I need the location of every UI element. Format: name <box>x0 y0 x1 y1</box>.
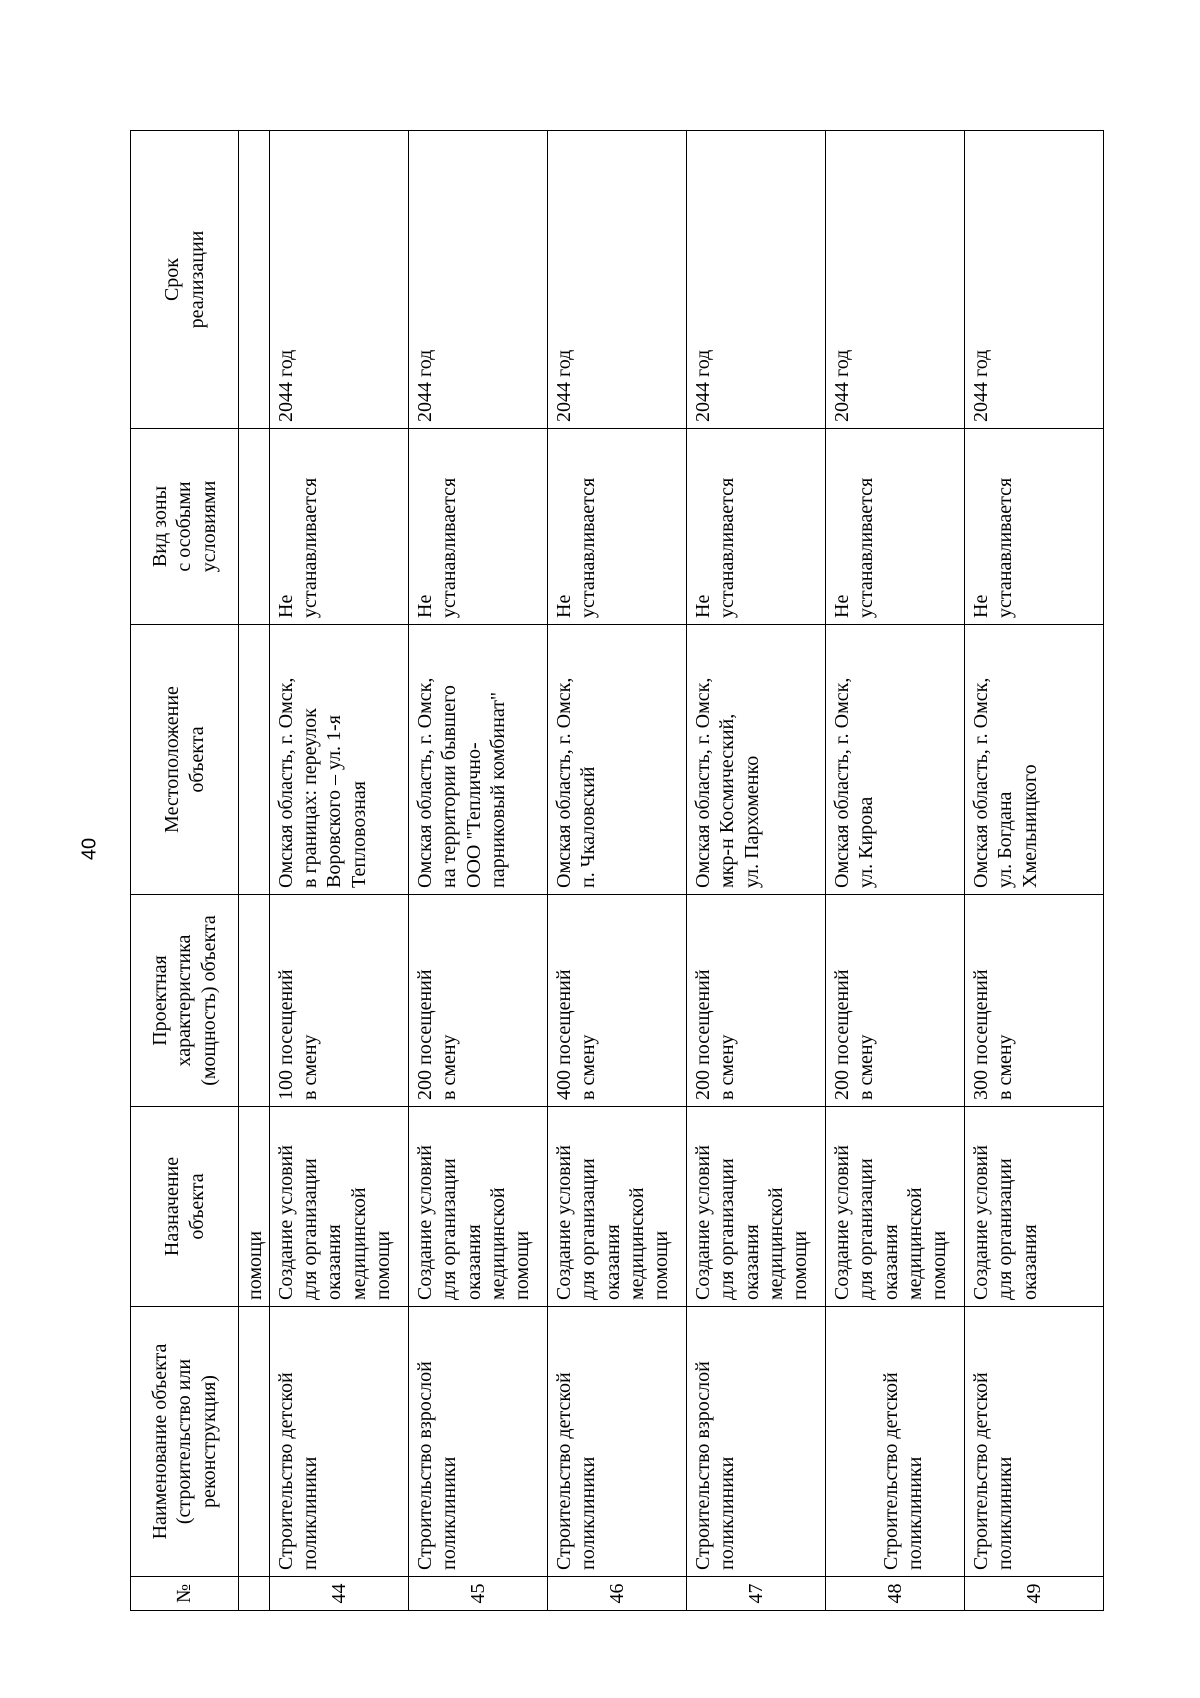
object-table-sheet <box>130 131 1104 1611</box>
objects-table <box>130 130 1104 1611</box>
row-zone: Не устанавливается <box>825 429 964 625</box>
table-cell <box>239 429 270 625</box>
header-name: Наименование объекта (строительство или реконструкция) <box>131 1307 239 1577</box>
row-zone: Не устанавливается <box>547 429 686 625</box>
row-num: 44 <box>269 1577 408 1611</box>
header-capacity: Проектная характеристика (мощность) объекта <box>131 895 239 1107</box>
table-cell <box>239 625 270 895</box>
row-term: 2044 год <box>686 131 825 429</box>
row-name: Строительство детской поликлиники <box>825 1307 964 1577</box>
row-zone: Не устанавливается <box>269 429 408 625</box>
table-cell <box>239 1577 270 1611</box>
header-purpose: Назначение объекта <box>131 1107 239 1307</box>
row-name: Строительство взрослой поликлиники <box>686 1307 825 1577</box>
row-name: Строительство детской поликлиники <box>547 1307 686 1577</box>
row-location: Омская область, г. Омск, в границах: переулок Воровского – ул. 1-я Тепловозная <box>269 625 408 895</box>
row-num: 48 <box>825 1577 964 1611</box>
continuation-row <box>239 131 270 1611</box>
header-location: Местоположение объекта <box>131 625 239 895</box>
table-row <box>408 131 547 1611</box>
row-num: 45 <box>408 1577 547 1611</box>
table-row <box>686 131 825 1611</box>
row-term: 2044 год <box>547 131 686 429</box>
row-term: 2044 год <box>269 131 408 429</box>
row-name: Строительство детской поликлиники <box>964 1307 1103 1577</box>
table-cell <box>239 1307 270 1577</box>
row-name: Строительство детской поликлиники <box>269 1307 408 1577</box>
table-row <box>964 131 1103 1611</box>
row-zone: Не устанавливается <box>964 429 1103 625</box>
row-purpose: Создание условий для организации оказания медицинской помощи <box>686 1107 825 1307</box>
header-row <box>131 131 239 1611</box>
row-num: 49 <box>964 1577 1103 1611</box>
row-zone: Не устанавливается <box>408 429 547 625</box>
row-location: Омская область, г. Омск, мкр-н Космический, ул. Пархоменко <box>686 625 825 895</box>
row-capacity: 200 посещений в смену <box>686 895 825 1107</box>
row-num: 46 <box>547 1577 686 1611</box>
row-term: 2044 год <box>964 131 1103 429</box>
row-capacity: 200 посещений в смену <box>825 895 964 1107</box>
row-capacity: 300 посещений в смену <box>964 895 1103 1107</box>
row-capacity: 200 посещений в смену <box>408 895 547 1107</box>
row-capacity: 100 посещений в смену <box>269 895 408 1107</box>
row-name: Строительство взрослой поликлиники <box>408 1307 547 1577</box>
row-purpose: Создание условий для организации оказания медицинской помощи <box>825 1107 964 1307</box>
row-purpose: Создание условий для организации оказания <box>964 1107 1103 1307</box>
row-location: Омская область, г. Омск, ул. Богдана Хмельницкого <box>964 625 1103 895</box>
header-zone: Вид зоны с особыми условиями <box>131 429 239 625</box>
header-num: № <box>131 1577 239 1611</box>
continuation-purpose: помощи <box>239 1107 270 1307</box>
row-location: Омская область, г. Омск, на территории бывшего ООО "Тепличнo- парниковый комбинат" <box>408 625 547 895</box>
row-term: 2044 год <box>408 131 547 429</box>
row-purpose: Создание условий для организации оказания медицинской помощи <box>408 1107 547 1307</box>
row-purpose: Создание условий для организации оказания медицинской помощи <box>547 1107 686 1307</box>
row-capacity: 400 посещений в смену <box>547 895 686 1107</box>
row-location: Омская область, г. Омск, п. Чкаловский <box>547 625 686 895</box>
table-row <box>825 131 964 1611</box>
row-term: 2044 год <box>825 131 964 429</box>
page-number: 40 <box>78 837 101 861</box>
header-term: Срок реализации <box>131 131 239 429</box>
table-row <box>547 131 686 1611</box>
row-zone: Не устанавливается <box>686 429 825 625</box>
table-cell <box>239 131 270 429</box>
table-cell <box>239 895 270 1107</box>
row-location: Омская область, г. Омск, ул. Кирова <box>825 625 964 895</box>
row-num: 47 <box>686 1577 825 1611</box>
table-row <box>269 131 408 1611</box>
row-purpose: Создание условий для организации оказания медицинской помощи <box>269 1107 408 1307</box>
